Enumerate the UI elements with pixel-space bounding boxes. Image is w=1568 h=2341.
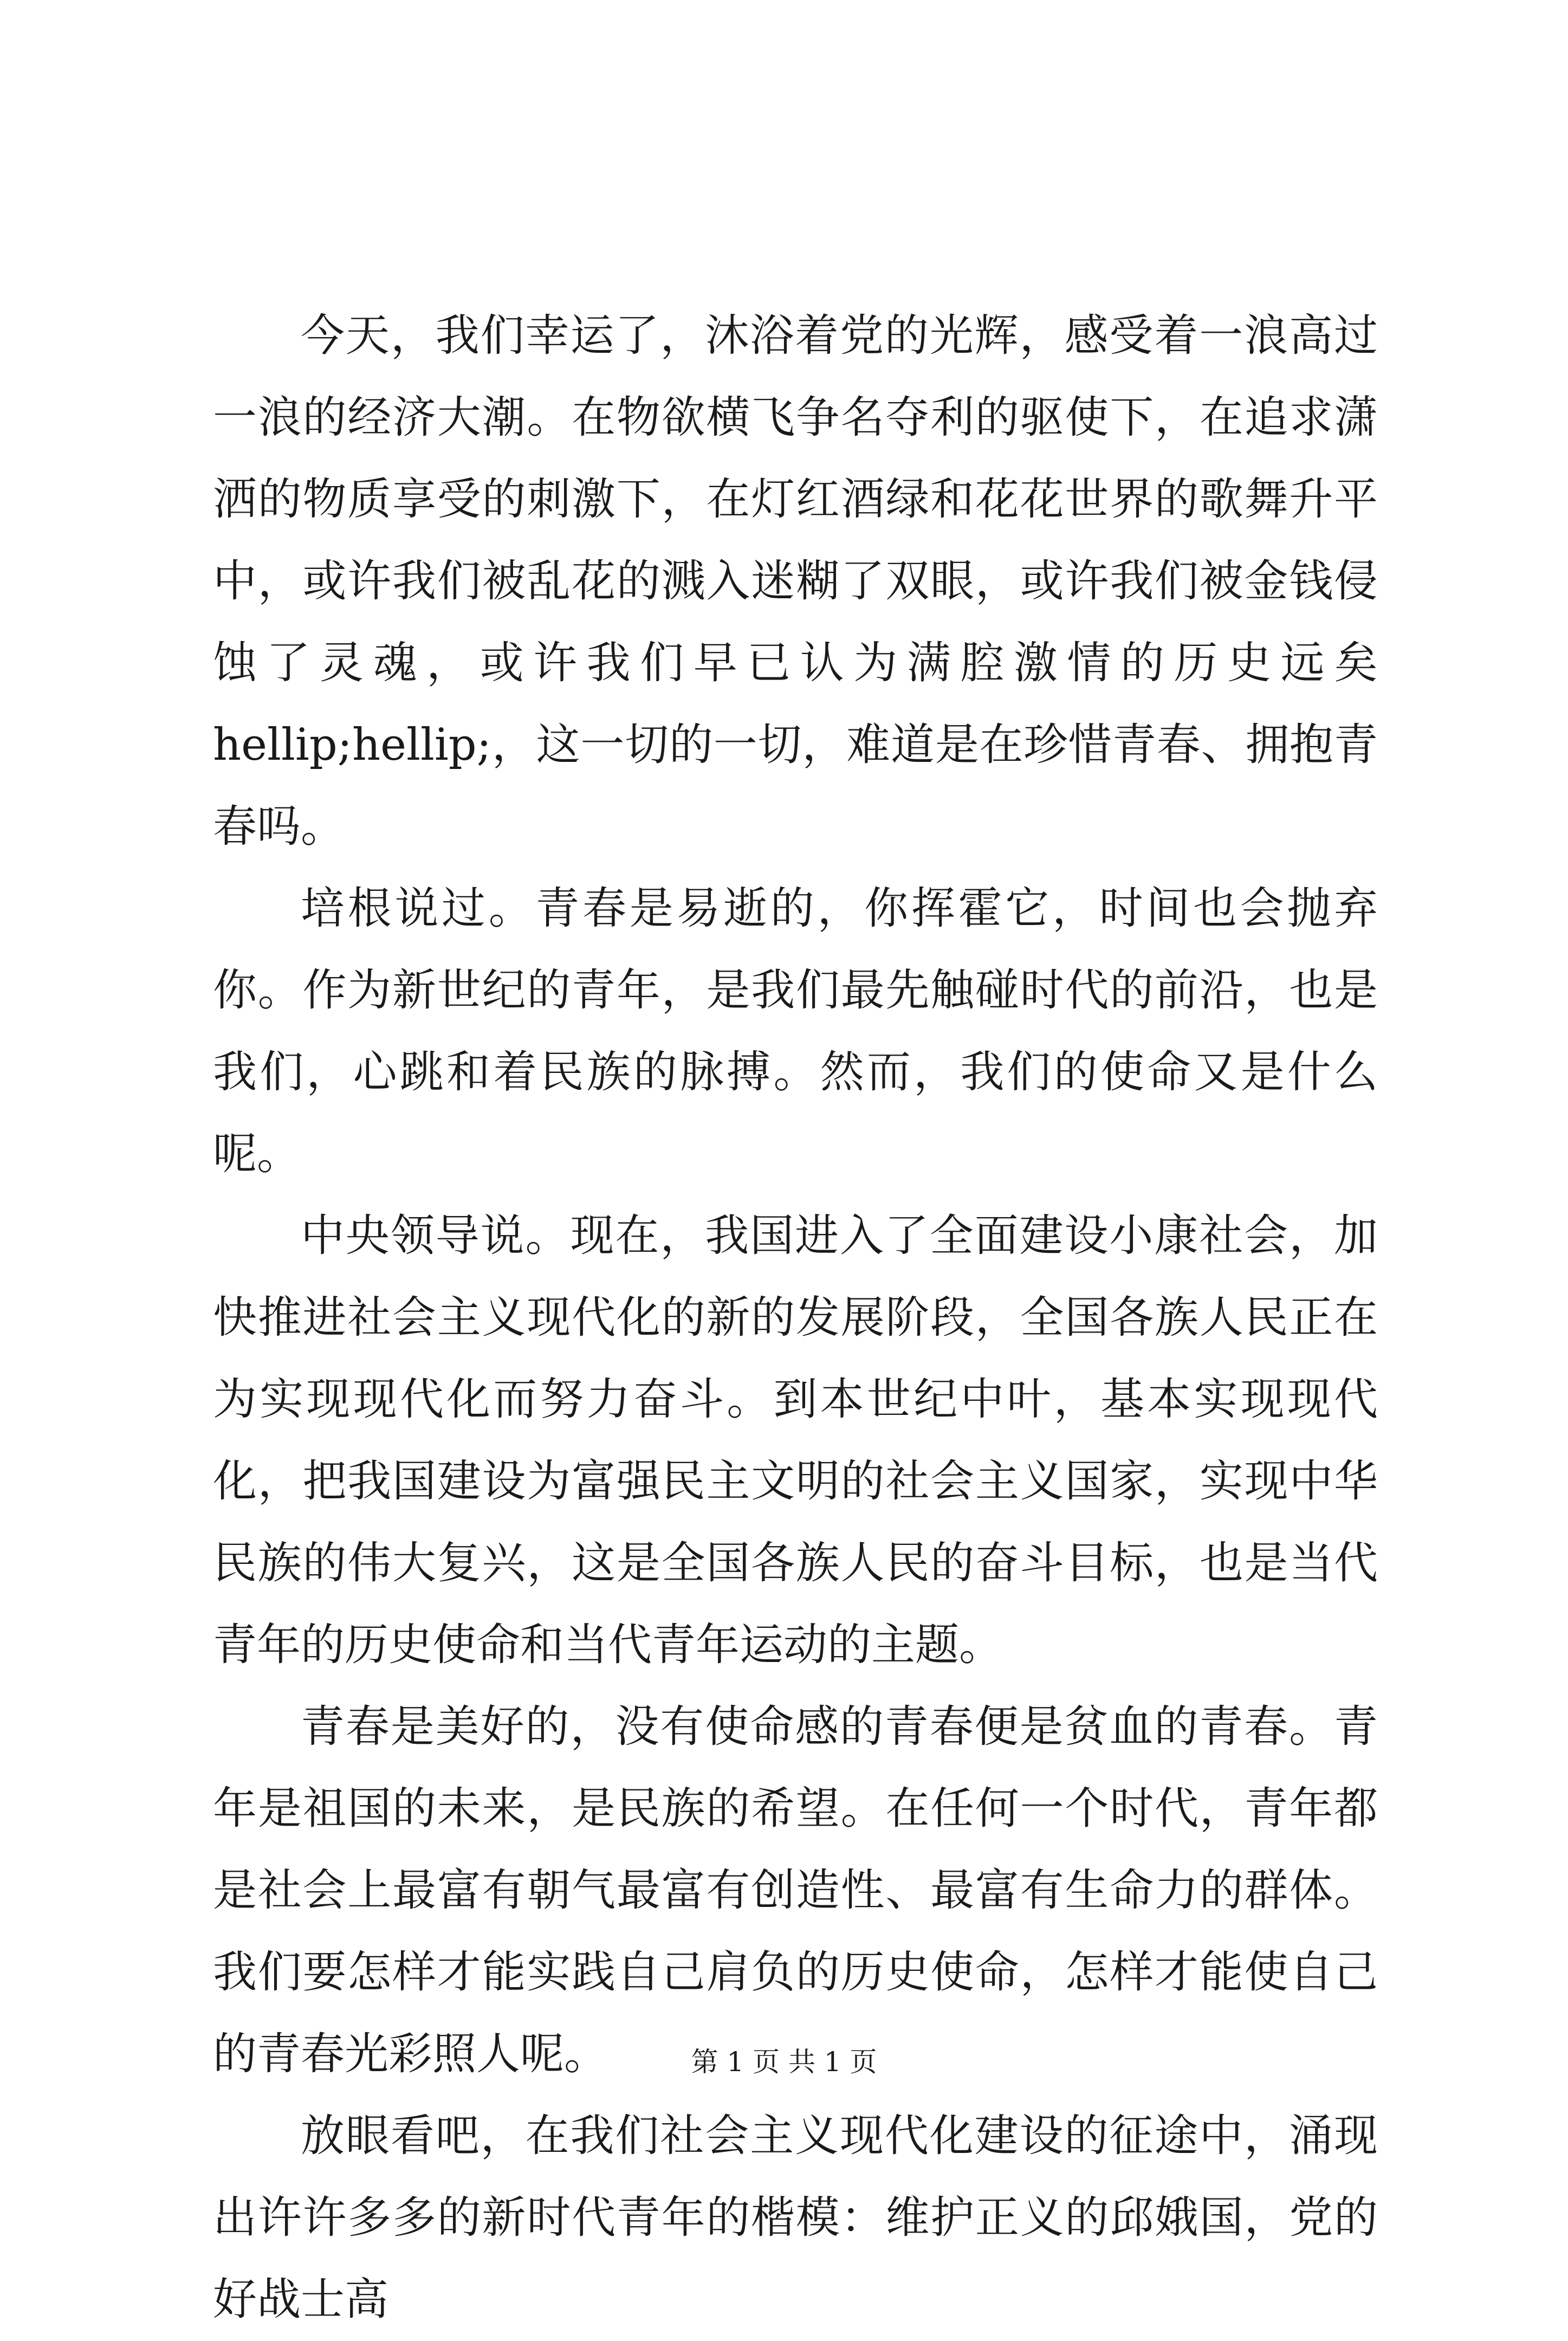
paragraph-1: 今天，我们幸运了，沐浴着党的光辉，感受着一浪高过一浪的经济大潮。在物欲横飞争名夺利的驱使下，在追求潇洒的物质享受的刺激下，在灯红酒绿和花花世界的歌舞升平中，或许我们被乱花的溅入迷糊了双眼，或许我们被金钱侵蚀了灵魂，或许我们早已认为满腔激情的历史远矣 hellip;hellip;，这一切的一切，难道是在珍惜青春、拥抱青春吗。 xyxy=(213,311,1378,852)
document-body xyxy=(213,295,1378,2341)
paragraph-5: 放眼看吧，在我们社会主义现代化建设的征途中，涌现出许许多多的新时代青年的楷模：维护正义的邱娥国，党的好战士高 xyxy=(213,2111,1378,2325)
paragraph-2: 培根说过。青春是易逝的，你挥霍它，时间也会抛弃你。作为新世纪的青年，是我们最先触碰时代的前沿，也是我们，心跳和着民族的脉搏。然而，我们的使命又是什么呢。 xyxy=(213,883,1378,1180)
page-number-footer: 第 1 页 共 1 页 xyxy=(691,2046,877,2078)
paragraph-4: 青春是美好的，没有使命感的青春便是贫血的青春。青年是祖国的未来，是民族的希望。在任何一个时代，青年都是社会上最富有朝气最富有创造性、最富有生命力的群体。我们要怎样才能实践自己肩负的历史使命，怎样才能使自己的青春光彩照人呢。 xyxy=(213,1702,1378,2080)
paragraph-3: 中央领导说。现在，我国进入了全面建设小康社会，加快推进社会主义现代化的新的发展阶段，全国各族人民正在为实现现代化而努力奋斗。到本世纪中叶，基本实现现代化，把我国建设为富强民主文明的社会主义国家，实现中华民族的伟大复兴，这是全国各族人民的奋斗目标，也是当代青年的历史使命和当代青年运动的主题。 xyxy=(213,1211,1378,1671)
